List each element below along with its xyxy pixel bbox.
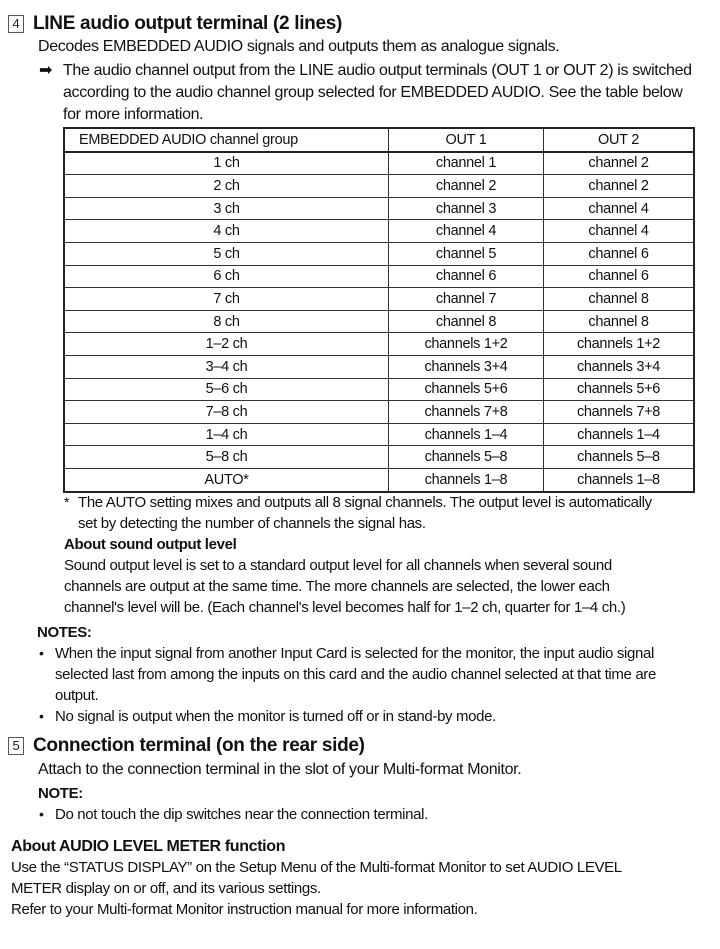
table-cell: channel 2 [544, 175, 695, 198]
table-cell: channels 5+6 [544, 378, 695, 401]
table-cell: channel 5 [389, 242, 544, 265]
table-row [64, 310, 694, 333]
table-cell: 7–8 ch [64, 401, 389, 424]
note-item [39, 706, 496, 727]
meter-text: Use the “STATUS DISPLAY” on the Setup Menu of the Multi-format Monitor to set AUDIO LEVEL [11, 859, 622, 876]
table-cell: channel 6 [544, 242, 695, 265]
section-5-heading [8, 735, 365, 757]
table-row [64, 401, 694, 424]
table-row [64, 220, 694, 243]
section-5-intro: Attach to the connection terminal in the slot of your Multi-format Monitor. [38, 761, 522, 778]
note-text: output. [55, 687, 99, 704]
table-cell: 1–4 ch [64, 423, 389, 446]
table-row [64, 152, 694, 175]
table-cell: 8 ch [64, 310, 389, 333]
table-cell: channel 3 [389, 197, 544, 220]
auto-footnote [64, 492, 652, 534]
table-cell: 3–4 ch [64, 355, 389, 378]
table-cell: 5–6 ch [64, 378, 389, 401]
table-row [64, 197, 694, 220]
table-cell: channel 8 [389, 310, 544, 333]
table-cell: channels 7+8 [544, 401, 695, 424]
section-4-heading [8, 13, 342, 35]
column-header: OUT 2 [544, 128, 695, 152]
table-row [64, 468, 694, 491]
arrow-note-text: The audio channel output from the LINE audio output terminals (OUT 1 or OUT 2) is switched according to the audio channel group selected for EMBEDDED AUDIO. See the table below for more information. [63, 62, 692, 123]
arrow-right-icon: ➡ [39, 62, 53, 79]
notes-heading: NOTES: [37, 624, 92, 641]
asterisk-mark: * [64, 494, 70, 510]
table-cell: 6 ch [64, 265, 389, 288]
table-cell: channels 1–8 [544, 468, 695, 491]
section-number-box: 5 [8, 737, 24, 755]
table-cell: channel 1 [389, 152, 544, 175]
note-heading: NOTE: [38, 785, 83, 802]
bullet-icon: • [39, 645, 44, 661]
table-cell: channel 4 [389, 220, 544, 243]
table-cell: 5 ch [64, 242, 389, 265]
note-text: Do not touch the dip switches near the connection terminal. [55, 806, 428, 823]
table-cell: AUTO* [64, 468, 389, 491]
table-cell: channels 5–8 [544, 446, 695, 469]
bullet-icon: • [39, 806, 44, 822]
table-cell: channel 2 [389, 175, 544, 198]
table-header-row [64, 128, 694, 152]
column-header: EMBEDDED AUDIO channel group [64, 128, 389, 152]
table-cell: channels 1–4 [389, 423, 544, 446]
footnote-line: The AUTO setting mixes and outputs all 8 signal channels. The output level is automatically [78, 494, 652, 511]
note-text: selected last from among the inputs on this card and the audio channel selected at that time are [55, 666, 656, 683]
note-text: No signal is output when the monitor is turned off or in stand-by mode. [55, 708, 496, 725]
channel-mapping-table [63, 127, 695, 493]
table-cell: channels 5+6 [389, 378, 544, 401]
table-cell: channels 5–8 [389, 446, 544, 469]
sound-level-text: channel's level will be. (Each channel's level becomes half for 1–2 ch, quarter for 1–4 ch.) [64, 599, 626, 616]
table-cell: channel 6 [389, 265, 544, 288]
table-cell: channel 8 [544, 288, 695, 311]
table-row [64, 242, 694, 265]
table-cell: 3 ch [64, 197, 389, 220]
note-item [39, 804, 428, 825]
sound-level-text: Sound output level is set to a standard output level for all channels when several sound [64, 557, 612, 574]
table-cell: channels 1+2 [389, 333, 544, 356]
table-cell: channel 6 [544, 265, 695, 288]
bullet-icon: • [39, 708, 44, 724]
table-row [64, 333, 694, 356]
table-cell: channel 8 [544, 310, 695, 333]
sound-level-heading: About sound output level [64, 536, 237, 553]
table-row [64, 378, 694, 401]
section-title: Connection terminal (on the rear side) [33, 735, 365, 756]
section-4-intro: Decodes EMBEDDED AUDIO signals and outputs them as analogue signals. [38, 38, 560, 55]
section-title: LINE audio output terminal (2 lines) [33, 13, 343, 34]
table-row [64, 446, 694, 469]
table-cell: channels 3+4 [544, 355, 695, 378]
table-cell: 4 ch [64, 220, 389, 243]
table-row [64, 355, 694, 378]
table-cell: channels 1–8 [389, 468, 544, 491]
table-cell: channel 7 [389, 288, 544, 311]
table-cell: channel 4 [544, 220, 695, 243]
arrow-note [39, 60, 709, 126]
table-cell: channels 1–4 [544, 423, 695, 446]
table-cell: channels 7+8 [389, 401, 544, 424]
table-cell: 2 ch [64, 175, 389, 198]
meter-text: METER display on or off, and its various settings. [11, 880, 321, 897]
note-text: When the input signal from another Input Card is selected for the monitor, the input audio signal [55, 645, 654, 662]
meter-heading: About AUDIO LEVEL METER function [11, 838, 286, 855]
table-row [64, 265, 694, 288]
table-cell: channels 3+4 [389, 355, 544, 378]
column-header: OUT 1 [389, 128, 544, 152]
table-cell: 7 ch [64, 288, 389, 311]
table-cell: channel 4 [544, 197, 695, 220]
table-cell: 5–8 ch [64, 446, 389, 469]
table-row [64, 175, 694, 198]
section-number-box: 4 [8, 15, 24, 33]
table-row [64, 288, 694, 311]
table-cell: channels 1+2 [544, 333, 695, 356]
table-cell: 1–2 ch [64, 333, 389, 356]
table-row [64, 423, 694, 446]
sound-level-text: channels are output at the same time. The more channels are selected, the lower each [64, 578, 610, 595]
note-item [39, 643, 656, 706]
table-cell: channel 2 [544, 152, 695, 175]
table-cell: 1 ch [64, 152, 389, 175]
meter-text: Refer to your Multi-format Monitor instruction manual for more information. [11, 901, 478, 918]
footnote-line: set by detecting the number of channels the signal has. [78, 515, 426, 532]
